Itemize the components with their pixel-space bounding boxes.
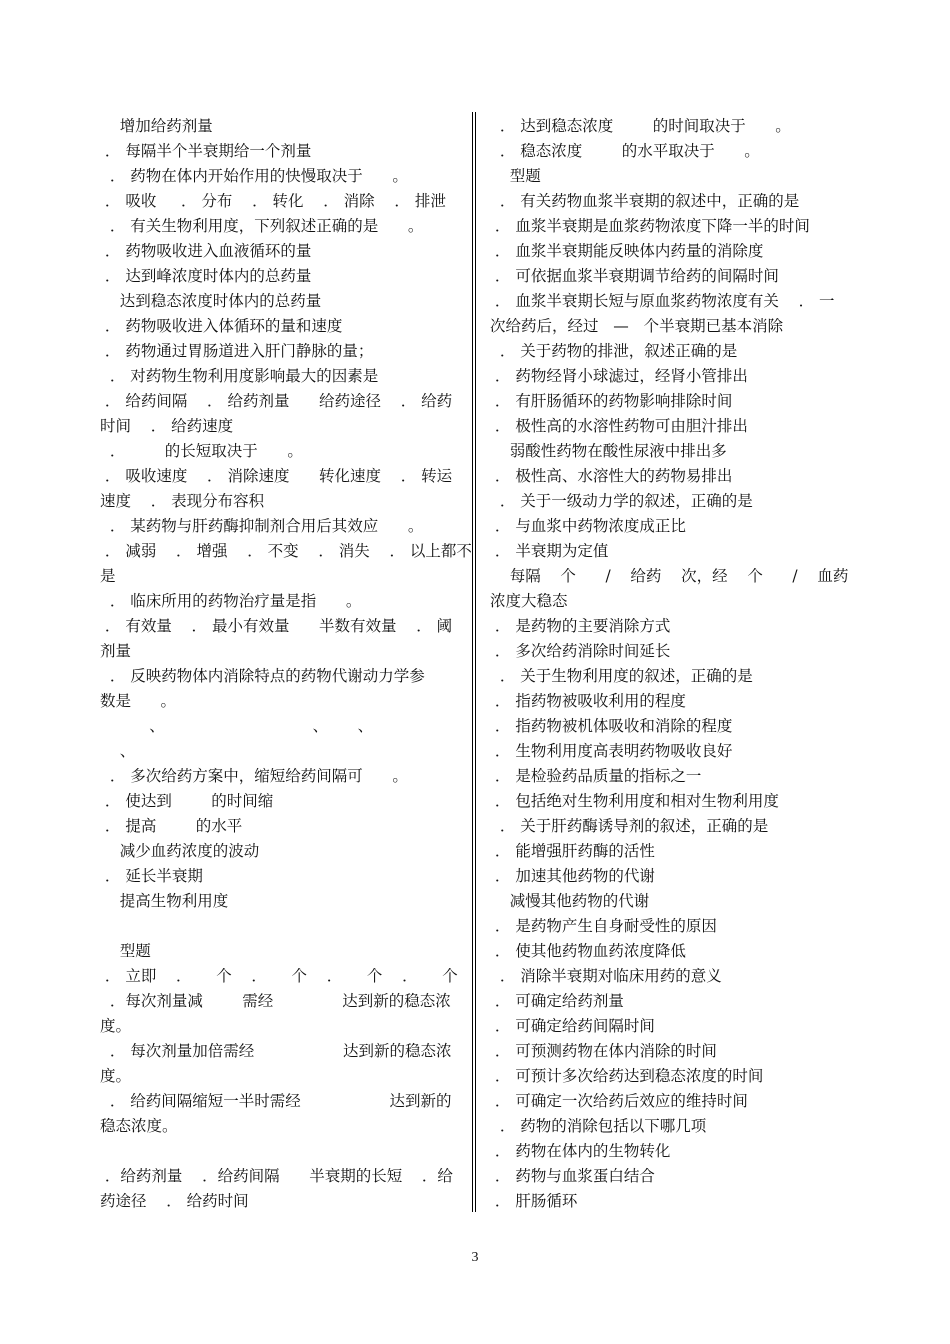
text-line: ． 可预计多次给药达到稳态浓度的时间 bbox=[490, 1067, 764, 1085]
text-line: ． 延长半衰期 bbox=[100, 867, 203, 885]
text-line: ． 药物在体内的生物转化 bbox=[490, 1142, 671, 1160]
text-line: ． 使其他药物血药浓度降低 bbox=[490, 942, 686, 960]
text-line: ． 可确定给药剂量 bbox=[490, 992, 624, 1010]
text-line: ． 与血浆中药物浓度成正比 bbox=[490, 517, 686, 535]
right-column bbox=[490, 114, 852, 1214]
text-line: ． 吸收 ． 分布 ． 转化 ． 消除 ． 排泄 bbox=[100, 192, 446, 210]
text-line: ． 药物吸收进入血液循环的量 bbox=[100, 242, 312, 260]
text-line: ． 血浆半衰期是血浆药物浓度下降一半的时间 bbox=[490, 217, 810, 235]
text-line: 每隔 个 / 给药 次，经 个 / 血药 bbox=[490, 567, 849, 585]
text-line: ． 达到峰浓度时体内的总药量 bbox=[100, 267, 312, 285]
text-line: 药途径 ． 给药时间 bbox=[100, 1192, 249, 1210]
text-line: ． 能增强肝药酶的活性 bbox=[490, 842, 655, 860]
text-line: ． 药物吸收进入体循环的量和速度 bbox=[100, 317, 343, 335]
text-line: ． 有效量 ． 最小有效量 半数有效量 ． 阈 bbox=[100, 617, 453, 635]
text-line: ． 指药物被吸收利用的程度 bbox=[490, 692, 686, 710]
text-line: ． 极性高的水溶性药物可由胆汁排出 bbox=[490, 417, 748, 435]
text-line: 速度 ． 表现分布容积 bbox=[100, 492, 265, 510]
text-line: ． 半衰期为定值 bbox=[490, 542, 609, 560]
text-line: ． 提高 的水平 bbox=[100, 817, 243, 835]
text-line: 弱酸性药物在酸性尿液中排出多 bbox=[490, 442, 727, 460]
text-line: 浓度大稳态 bbox=[490, 592, 568, 610]
text-line: ． 关于药物的排泄，叙述正确的是 bbox=[490, 342, 738, 360]
text-line: 、 bbox=[100, 742, 136, 760]
text-line: ． 某药物与肝药酶抑制剂合用后其效应 。 bbox=[100, 517, 424, 535]
text-line: ． 有关生物利用度，下列叙述正确的是 。 bbox=[100, 217, 424, 235]
text-line: ． 药物经肾小球滤过，经肾小管排出 bbox=[490, 367, 748, 385]
text-line: 减慢其他药物的代谢 bbox=[490, 892, 650, 910]
left-column bbox=[100, 114, 472, 1214]
text-line: ．给药剂量 ．给药间隔 半衰期的长短 ．给 bbox=[100, 1167, 453, 1185]
text-line: 型题 bbox=[490, 167, 541, 185]
text-line: ． 消除半衰期对临床用药的意义 bbox=[490, 967, 722, 985]
text-line: 型题 bbox=[100, 942, 151, 960]
text-line: 时间 ． 给药速度 bbox=[100, 417, 234, 435]
text-line: ． 药物通过胃肠道进入肝门静脉的量； bbox=[100, 342, 374, 360]
text-line: ． 每隔半个半衰期给一个剂量 bbox=[100, 142, 312, 160]
text-line: ． 血浆半衰期能反映体内药量的消除度 bbox=[490, 242, 764, 260]
text-line: ． 给药间隔缩短一半时需经 达到新的 bbox=[100, 1092, 452, 1110]
text-line: ． 使达到 的时间缩 bbox=[100, 792, 274, 810]
text-line: 数是 。 bbox=[100, 692, 177, 710]
text-line: ． 肝肠循环 bbox=[490, 1192, 578, 1210]
text-line: ． 临床所用的药物治疗量是指 。 bbox=[100, 592, 362, 610]
text-line: ． 关于生物利用度的叙述，正确的是 bbox=[490, 667, 753, 685]
text-line: ． 可确定给药间隔时间 bbox=[490, 1017, 655, 1035]
text-line: 次给药后，经过 — 个半衰期已基本消除 bbox=[490, 317, 784, 335]
text-line: ． 药物的消除包括以下哪几项 bbox=[490, 1117, 707, 1135]
text-line: ． 稳态浓度 的水平取决于 。 bbox=[490, 142, 760, 160]
text-line: ．每次剂量减 需经 达到新的稳态浓 bbox=[100, 992, 451, 1010]
text-line: 增加给药剂量 bbox=[100, 117, 213, 135]
text-line bbox=[100, 1139, 462, 1164]
text-line: ． 包括绝对生物利用度和相对生物利用度 bbox=[490, 792, 779, 810]
text-line: 达到稳态浓度时体内的总药量 bbox=[100, 292, 322, 310]
text-line: ． 关于一级动力学的叙述，正确的是 bbox=[490, 492, 753, 510]
page-number: 3 bbox=[471, 1250, 479, 1265]
text-line: ． 多次给药消除时间延长 bbox=[490, 642, 671, 660]
text-line: ． 是检验药品质量的指标之一 bbox=[490, 767, 702, 785]
text-line: 剂量 bbox=[100, 642, 132, 660]
text-line: ． 给药间隔 ． 给药剂量 给药途径 ． 给药 bbox=[100, 392, 453, 410]
text-line: ． 对药物生物利用度影响最大的因素是 bbox=[100, 367, 379, 385]
text-line: ． 有关药物血浆半衰期的叙述中，正确的是 bbox=[490, 192, 800, 210]
text-line: ． 可预测药物在体内消除的时间 bbox=[490, 1042, 717, 1060]
text-line bbox=[100, 914, 462, 939]
text-line: ． 是药物产生自身耐受性的原因 bbox=[490, 917, 717, 935]
text-line: 、 、 、 bbox=[100, 717, 374, 735]
column-divider bbox=[472, 112, 476, 1212]
text-line: 提高生物利用度 bbox=[100, 892, 229, 910]
text-line: ． 生物利用度高表明药物吸收良好 bbox=[490, 742, 733, 760]
text-line: ． 指药物被机体吸收和消除的程度 bbox=[490, 717, 733, 735]
text-line: ． 立即 ． 个 ． 个 ． 个 ． 个 bbox=[100, 967, 458, 985]
text-line: ． 可确定一次给药后效应的维持时间 bbox=[490, 1092, 748, 1110]
text-line: ． 达到稳态浓度 的时间取决于 。 bbox=[490, 117, 791, 135]
text-line: 度。 bbox=[100, 1067, 132, 1085]
text-line: ． 每次剂量加倍需经 达到新的稳态浓 bbox=[100, 1042, 452, 1060]
text-line: ． 反映药物体内消除特点的药物代谢动力学参 bbox=[100, 667, 425, 685]
text-line: ． 药物在体内开始作用的快慢取决于 。 bbox=[100, 167, 408, 185]
text-line: 减少血药浓度的波动 bbox=[100, 842, 260, 860]
text-line: ． 关于肝药酶诱导剂的叙述，正确的是 bbox=[490, 817, 769, 835]
text-line: ． 极性高、水溶性大的药物易排出 bbox=[490, 467, 733, 485]
text-line: ． 加速其他药物的代谢 bbox=[490, 867, 655, 885]
text-line: ． 是药物的主要消除方式 bbox=[490, 617, 671, 635]
text-line: 是 bbox=[100, 567, 116, 585]
text-line: ． 有肝肠循环的药物影响排除时间 bbox=[490, 392, 733, 410]
text-line: ． 血浆半衰期长短与原血浆药物浓度有关 ． 一 bbox=[490, 292, 835, 310]
text-line: ． 的长短取决于 。 bbox=[100, 442, 303, 460]
text-line: 稳态浓度。 bbox=[100, 1117, 178, 1135]
text-line: 度。 bbox=[100, 1017, 132, 1035]
text-line: ． 吸收速度 ． 消除速度 转化速度 ． 转运 bbox=[100, 467, 453, 485]
text-line: ． 可依据血浆半衰期调节给药的间隔时间 bbox=[490, 267, 779, 285]
text-line: ． 减弱 ． 增强 ． 不变 ． 消失 ． 以上都不 bbox=[100, 542, 472, 560]
text-line: ． 多次给药方案中，缩短给药间隔可 。 bbox=[100, 767, 408, 785]
text-line: ． 药物与血浆蛋白结合 bbox=[490, 1167, 655, 1185]
